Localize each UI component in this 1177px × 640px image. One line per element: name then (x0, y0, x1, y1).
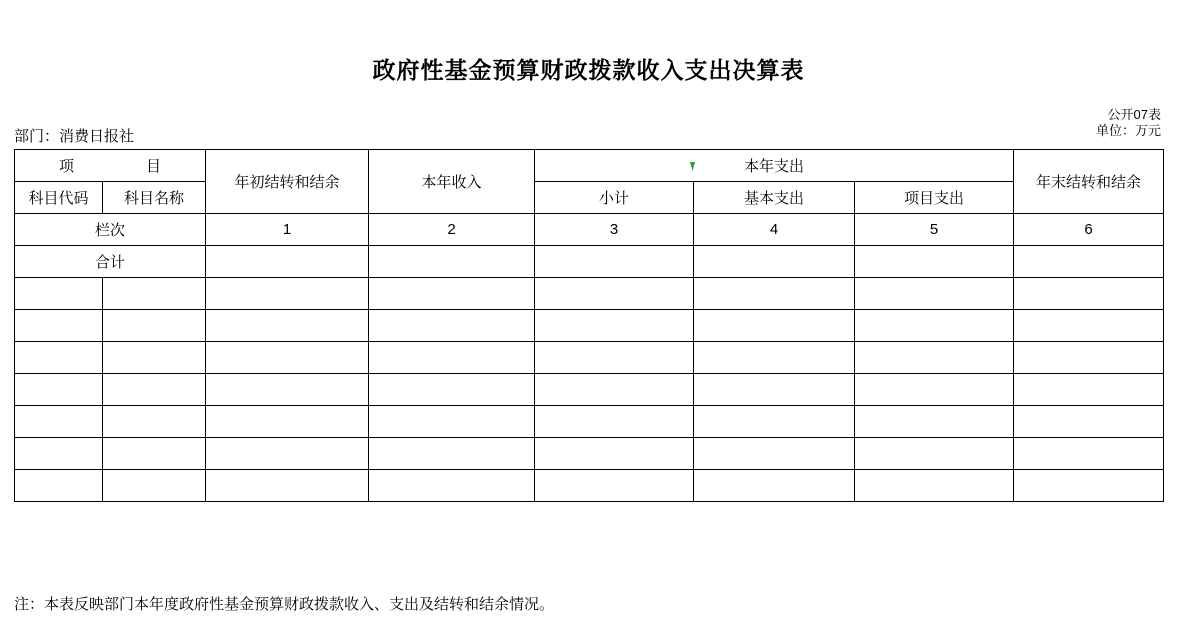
cell-subject-name (103, 342, 206, 374)
cell-end-balance (1014, 374, 1164, 406)
cell-basic-expense (694, 470, 855, 502)
table-row (15, 374, 1164, 406)
table-row (15, 278, 1164, 310)
cell-year-income (369, 310, 535, 342)
column-index-3: 3 (535, 214, 694, 246)
cell-begin-balance (206, 342, 369, 374)
form-code: 公开07表 (1107, 107, 1161, 122)
cell-year-income (369, 342, 535, 374)
cell-subtotal (535, 310, 694, 342)
cell-end-balance (1014, 278, 1164, 310)
column-index-label: 栏次 (15, 214, 206, 246)
cell-subject-code (15, 374, 103, 406)
total-value-4 (694, 246, 855, 278)
cell-basic-expense (694, 406, 855, 438)
header-begin-balance: 年初结转和结余 (206, 150, 369, 214)
cell-subject-code (15, 278, 103, 310)
cell-basic-expense (694, 438, 855, 470)
cell-subtotal (535, 278, 694, 310)
cell-year-income (369, 374, 535, 406)
cell-subject-code (15, 470, 103, 502)
column-index-2: 2 (369, 214, 535, 246)
cell-project-expense (855, 374, 1014, 406)
table-total-row (15, 246, 1164, 278)
total-value-1 (206, 246, 369, 278)
column-index-4: 4 (694, 214, 855, 246)
cell-end-balance (1014, 438, 1164, 470)
table-row (15, 406, 1164, 438)
cell-subject-code (15, 406, 103, 438)
total-value-5 (855, 246, 1014, 278)
table-header-row-2 (15, 182, 1164, 214)
cell-subject-name (103, 374, 206, 406)
table-row (15, 470, 1164, 502)
cell-subtotal (535, 342, 694, 374)
column-index-1: 1 (206, 214, 369, 246)
cell-begin-balance (206, 470, 369, 502)
cell-subject-code (15, 438, 103, 470)
column-index-5: 5 (855, 214, 1014, 246)
table-row (15, 310, 1164, 342)
header-subtotal: 小计 (535, 182, 694, 214)
page-title: 政府性基金预算财政拨款收入支出决算表 (372, 58, 805, 83)
cell-begin-balance (206, 278, 369, 310)
cell-year-income (369, 438, 535, 470)
cell-basic-expense (694, 278, 855, 310)
footnote: 注：本表反映部门本年度政府性基金预算财政拨款收入、支出及结转和结余情况。 (14, 596, 555, 613)
cell-end-balance (1014, 470, 1164, 502)
cell-subject-code (15, 342, 103, 374)
cell-begin-balance (206, 406, 369, 438)
cell-project-expense (855, 278, 1014, 310)
cell-end-balance (1014, 406, 1164, 438)
cell-subject-name (103, 278, 206, 310)
cell-subject-code (15, 310, 103, 342)
cell-subject-name (103, 470, 206, 502)
cell-subject-name (103, 310, 206, 342)
total-label: 合计 (15, 246, 206, 278)
cell-end-balance (1014, 310, 1164, 342)
header-project-group: 项 目 (15, 150, 206, 182)
cell-basic-expense (694, 374, 855, 406)
cell-year-income (369, 470, 535, 502)
cell-begin-balance (206, 310, 369, 342)
header-year-expense-group: 本年支出 (535, 150, 1014, 182)
cell-subject-name (103, 406, 206, 438)
total-value-3 (535, 246, 694, 278)
cell-basic-expense (694, 342, 855, 374)
meta-row (0, 107, 1177, 149)
header-subject-code: 科目代码 (15, 182, 103, 214)
cell-begin-balance (206, 374, 369, 406)
cell-begin-balance (206, 438, 369, 470)
cell-subtotal (535, 374, 694, 406)
total-value-2 (369, 246, 535, 278)
total-value-6 (1014, 246, 1164, 278)
header-basic-expense: 基本支出 (694, 182, 855, 214)
header-year-income: 本年收入 (369, 150, 535, 214)
cell-year-income (369, 406, 535, 438)
form-meta (1096, 107, 1161, 139)
unit-label: 单位：万元 (1095, 123, 1161, 138)
table-row (15, 438, 1164, 470)
column-index-6: 6 (1014, 214, 1164, 246)
header-subject-name: 科目名称 (103, 182, 206, 214)
cell-project-expense (855, 438, 1014, 470)
cell-project-expense (855, 310, 1014, 342)
table-header-row-1 (15, 150, 1164, 182)
budget-table (14, 149, 1164, 502)
table-row (15, 342, 1164, 374)
cell-subtotal (535, 470, 694, 502)
cell-project-expense (855, 406, 1014, 438)
cell-basic-expense (694, 310, 855, 342)
cell-year-income (369, 278, 535, 310)
cell-subtotal (535, 438, 694, 470)
table-column-index-row (15, 214, 1164, 246)
cell-end-balance (1014, 342, 1164, 374)
header-end-balance: 年末结转和结余 (1014, 150, 1164, 214)
cell-subject-name (103, 438, 206, 470)
department-label: 部门：消费日报社 (14, 128, 135, 145)
header-project-expense: 项目支出 (855, 182, 1014, 214)
cell-subtotal (535, 406, 694, 438)
cell-project-expense (855, 470, 1014, 502)
cell-project-expense (855, 342, 1014, 374)
